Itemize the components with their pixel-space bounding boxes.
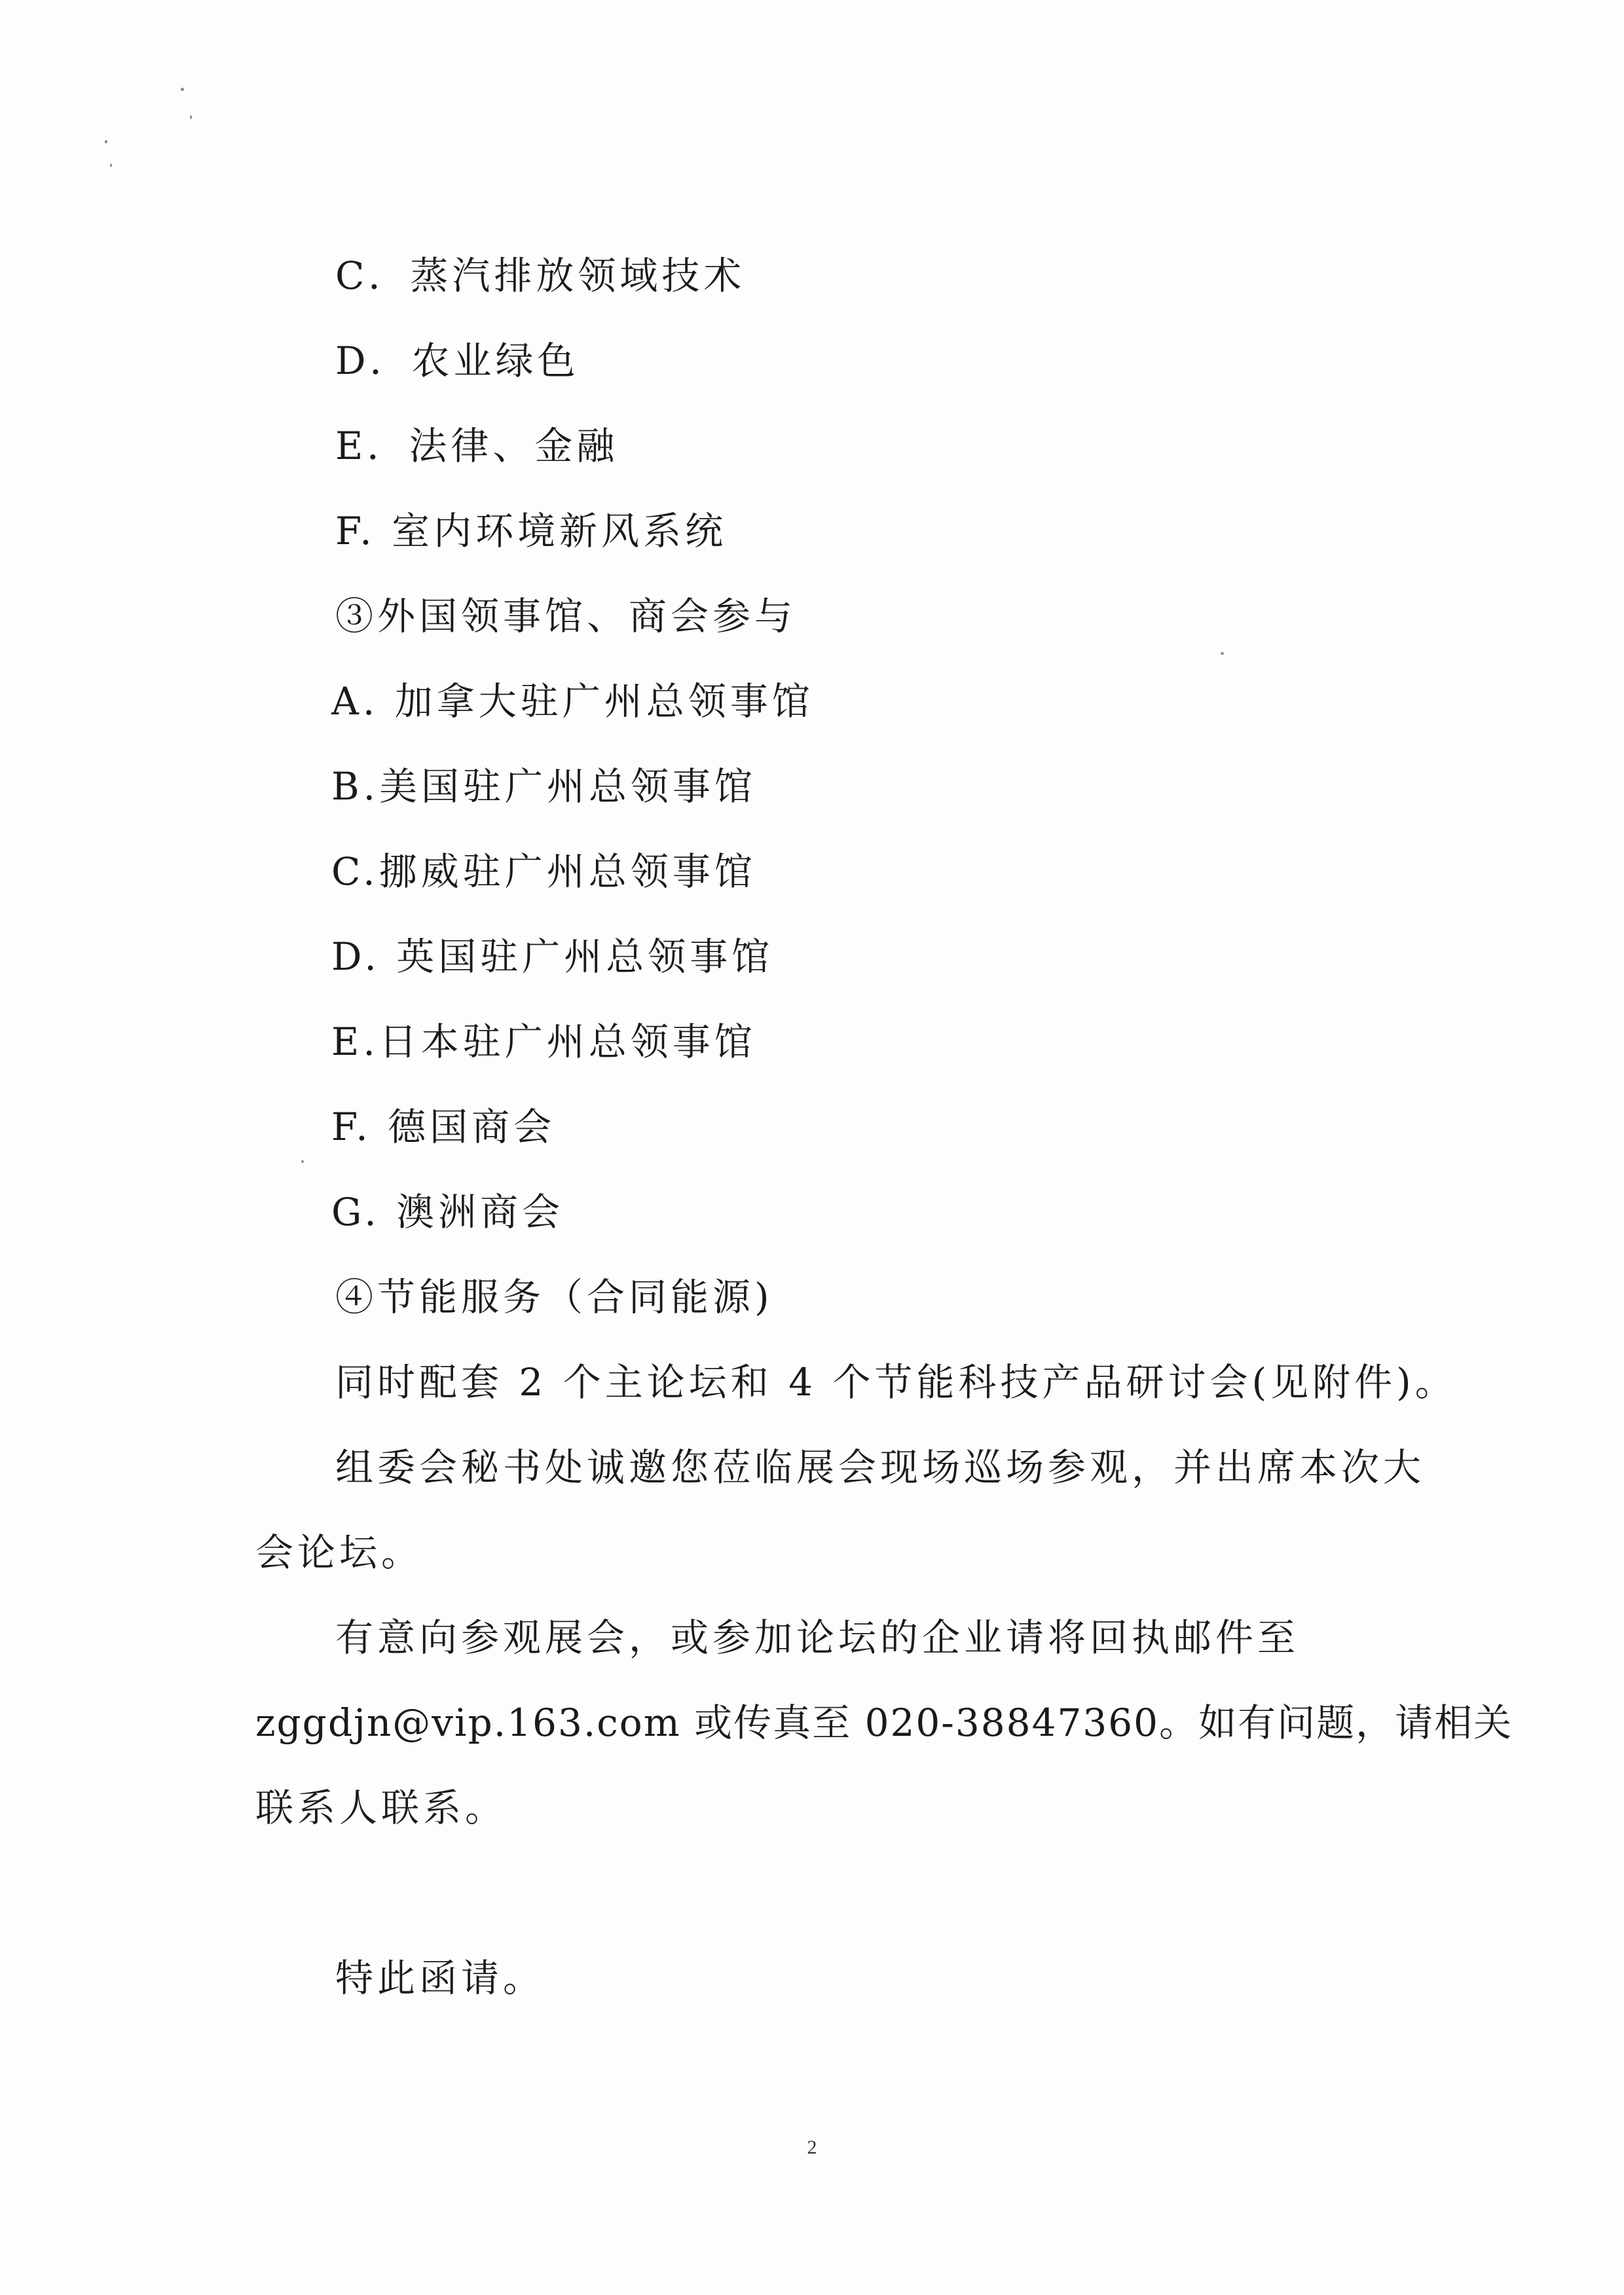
- list-item: E.日本驻广州总领事馆: [331, 1019, 756, 1064]
- list-item: C．蒸汽排放领域技术: [335, 253, 746, 298]
- list-item: D. 英国驻广州总领事馆: [331, 934, 774, 979]
- list-item: F. 室内环境新风系统: [335, 509, 728, 553]
- scan-speck: [181, 88, 184, 91]
- paragraph-contact: zggdjn@vip.163.com 或传真至 020-38847360。如有问题，请相关: [255, 1700, 1513, 1745]
- paragraph-contact: 联系人联系。: [255, 1786, 507, 1830]
- paragraph-forums: 同时配套 2 个主论坛和 4 个节能科技产品研讨会(见附件)。: [335, 1360, 1457, 1405]
- paragraph-contact: 有意向参观展会，或参加论坛的企业请将回执邮件至: [335, 1615, 1300, 1660]
- scan-speck: [1221, 652, 1224, 655]
- list-item: B.美国驻广州总领事馆: [331, 764, 757, 809]
- scan-speck: [105, 140, 107, 143]
- paragraph-invite: 组委会秘书处诚邀您莅临展会现场巡场参观，并出席本次大: [335, 1445, 1426, 1490]
- page-number: 2: [807, 2137, 817, 2158]
- section-heading: ④节能服务（合同能源): [335, 1275, 773, 1319]
- list-item: D．农业绿色: [335, 339, 580, 383]
- scan-speck: [110, 164, 112, 167]
- scan-speck: [301, 1160, 304, 1163]
- paragraph-invite: 会论坛。: [255, 1530, 424, 1575]
- list-item: E．法律、金融: [335, 424, 619, 468]
- list-item: C.挪威驻广州总领事馆: [331, 849, 756, 894]
- list-item: A. 加拿大驻广州总领事馆: [331, 679, 814, 724]
- list-item: F. 德国商会: [331, 1105, 556, 1149]
- section-heading: ③外国领事馆、商会参与: [335, 594, 797, 638]
- closing-text: 特此函请。: [335, 1956, 545, 2000]
- list-item: G. 澳洲商会: [331, 1190, 564, 1234]
- scan-speck: [190, 115, 192, 119]
